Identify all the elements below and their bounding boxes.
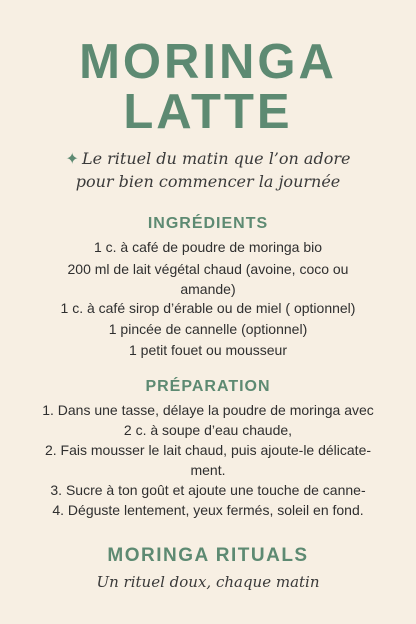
sparkle-icon: ✦ xyxy=(65,149,79,168)
ingredient-line: 1 c. à café de poudre de moringa bio xyxy=(93,239,323,255)
preparation-line: 1. Dans une tasse, délaye la poudre de moringa avec xyxy=(42,402,374,418)
preparation-line: ment. xyxy=(190,462,226,478)
brand-tagline: Un rituel doux, chaque matin xyxy=(96,573,320,591)
ingredient-line: 1 petit fouet ou mousseur xyxy=(129,342,287,358)
preparation-line: 3. Sucre à ton goût et ajoute une touche de canne- xyxy=(50,482,366,498)
subtitle-line-1 xyxy=(34,148,382,170)
ingredient-line: amande) xyxy=(180,281,236,297)
ingredient-line: 200 ml de lait végétal chaud (avoine, coco ou xyxy=(67,261,349,277)
ingredient-line: 1 pincée de cannelle (optionnel) xyxy=(108,321,308,337)
recipe-title-line-2: LATTE xyxy=(123,85,293,139)
preparation-heading: PRÉPARATION xyxy=(145,378,271,395)
recipe-title-line-1: MORINGA xyxy=(79,35,337,89)
subtitle-line-2: pour bien commencer la journée xyxy=(75,172,341,191)
ingredient-line: 1 c. à café sirop d’érable ou de miel ( optionnel) xyxy=(60,300,356,316)
preparation-line: 2. Fais mousser le lait chaud, puis ajoute-le délicate- xyxy=(44,442,372,458)
preparation-line: 4. Déguste lentement, yeux fermés, soleil en fond. xyxy=(52,502,364,518)
brand-name: MORINGA RITUALS xyxy=(107,545,309,566)
subtitle-text-1: Le rituel du matin que l’on adore xyxy=(81,149,351,168)
preparation-line: 2 c. à soupe d’eau chaude, xyxy=(123,422,293,438)
ingredients-heading: INGRÉDIENTS xyxy=(147,215,269,232)
